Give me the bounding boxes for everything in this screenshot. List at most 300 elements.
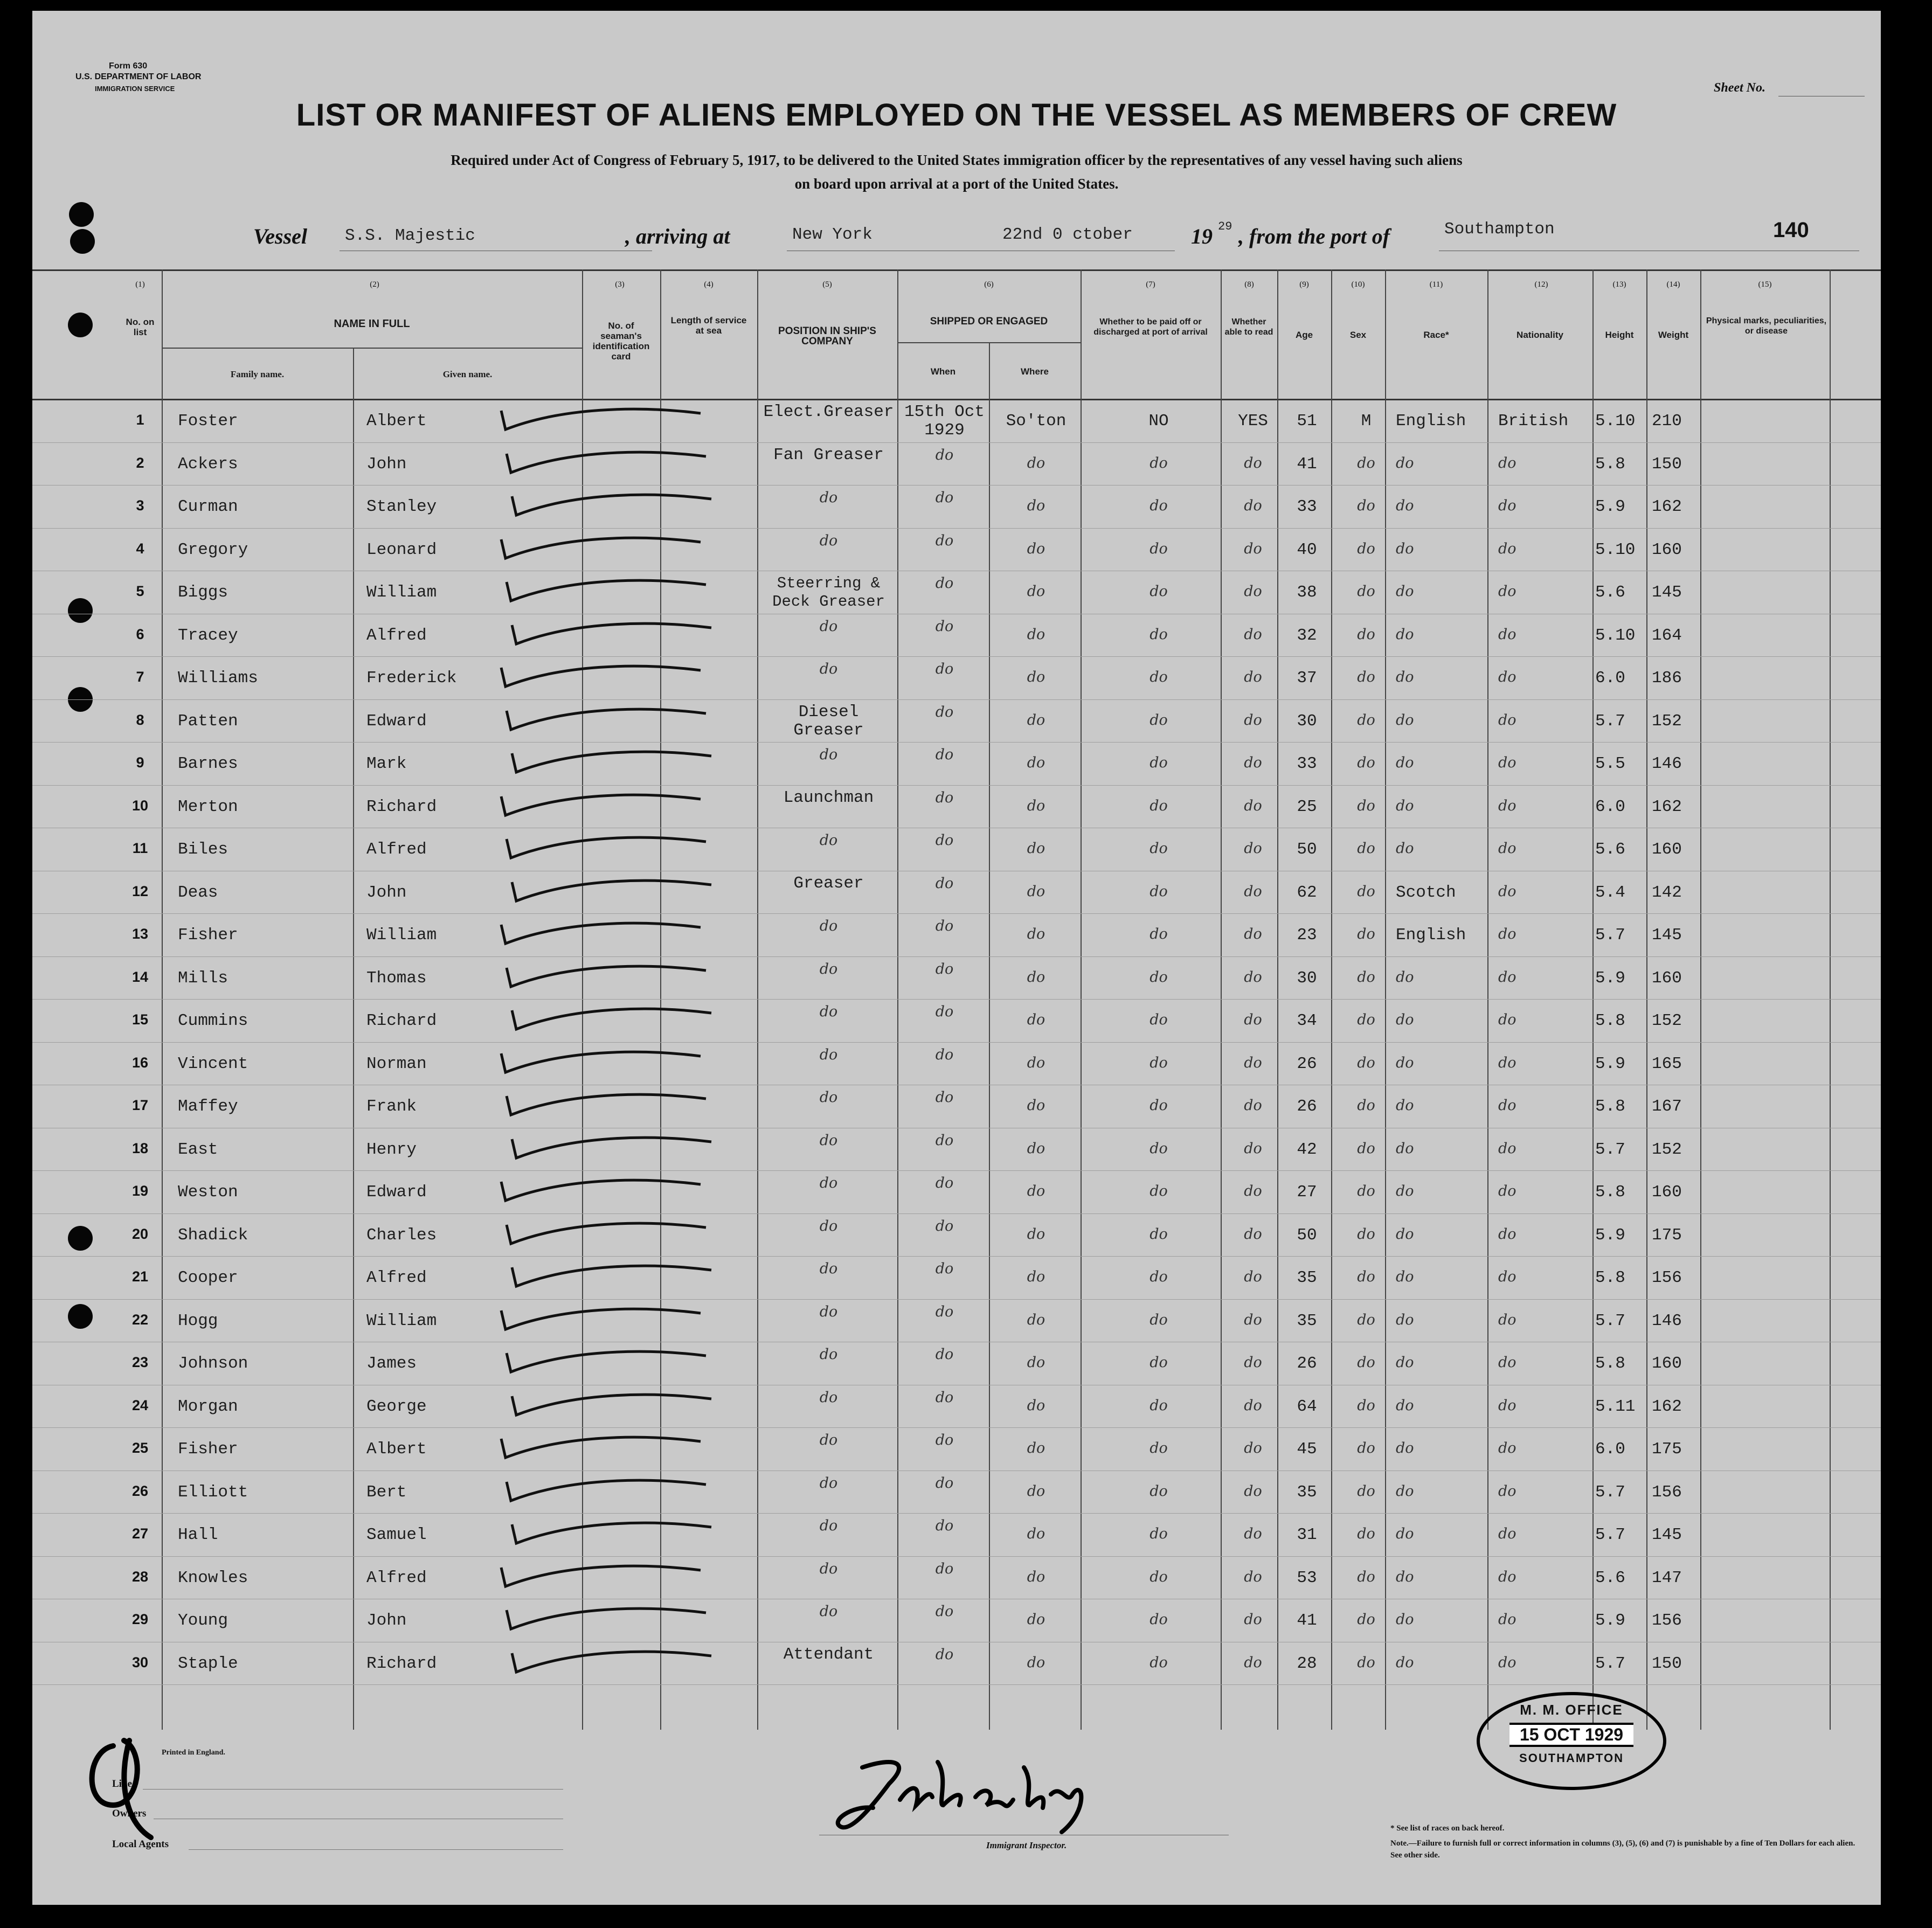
sex: do <box>1357 1354 1375 1371</box>
nationality: do <box>1498 1140 1516 1157</box>
family-name: Hogg <box>178 1311 218 1330</box>
row-number: 23 <box>131 1354 149 1370</box>
position: do <box>819 1389 838 1406</box>
race: do <box>1396 1140 1414 1157</box>
shipped-when: do <box>935 1175 954 1191</box>
given-name: Frank <box>366 1097 417 1116</box>
col-num-11: (11) <box>1429 280 1443 289</box>
row-rule <box>32 1299 1881 1300</box>
age: 27 <box>1297 1183 1317 1202</box>
race: English <box>1396 412 1466 431</box>
nationality: do <box>1498 1611 1516 1628</box>
given-name: Thomas <box>366 968 427 988</box>
nationality: do <box>1498 626 1516 643</box>
age: 35 <box>1297 1268 1317 1287</box>
col-num-7: (7) <box>1146 280 1155 289</box>
race: do <box>1396 1183 1414 1199</box>
inspector-label: Immigrant Inspector. <box>986 1840 1067 1850</box>
shipped-where: do <box>1027 711 1045 729</box>
shipped-when: do <box>935 1303 954 1320</box>
nationality: do <box>1498 840 1516 857</box>
page-number: 140 <box>1773 218 1809 242</box>
position: do <box>819 918 838 934</box>
weight: 142 <box>1652 883 1682 902</box>
weight: 152 <box>1652 1140 1682 1159</box>
shipped-where: do <box>1027 669 1045 685</box>
given-name: James <box>366 1354 417 1373</box>
sex: do <box>1357 1568 1375 1585</box>
race: do <box>1396 1268 1414 1285</box>
paid-off: do <box>1149 1397 1168 1414</box>
able-to-read: do <box>1244 1654 1262 1671</box>
height: 5.9 <box>1595 1225 1625 1245</box>
row-rule <box>32 1513 1881 1514</box>
col-num-15: (15) <box>1758 280 1772 289</box>
paid-off: do <box>1149 926 1168 942</box>
weight: 162 <box>1652 1397 1682 1416</box>
shipped-when: do <box>935 1132 954 1149</box>
family-name: Morgan <box>178 1397 238 1416</box>
sex: do <box>1357 669 1375 685</box>
nationality: do <box>1498 1097 1516 1114</box>
sex: do <box>1357 926 1375 942</box>
family-name: Ackers <box>178 454 238 474</box>
height: 5.9 <box>1595 497 1625 516</box>
row-number: 1 <box>136 412 144 428</box>
row-rule <box>32 956 1881 957</box>
shipped-when: do <box>935 1603 954 1620</box>
shipped-when: do <box>935 789 954 806</box>
age: 38 <box>1297 583 1317 602</box>
sex: do <box>1357 497 1375 514</box>
punch-hole <box>69 202 94 227</box>
header-where: Where <box>1021 366 1049 377</box>
race: do <box>1396 711 1414 729</box>
shipped-where: do <box>1027 1268 1045 1285</box>
able-to-read: do <box>1244 1525 1262 1542</box>
able-to-read: do <box>1244 1140 1262 1157</box>
position: do <box>819 1003 838 1020</box>
nationality: do <box>1498 883 1516 900</box>
age: 51 <box>1297 412 1317 431</box>
age: 41 <box>1297 1611 1317 1630</box>
family-name: Vincent <box>178 1054 248 1073</box>
shipped-when: do <box>935 575 954 592</box>
shipped-when: do <box>935 1217 954 1235</box>
height: 5.7 <box>1595 926 1625 945</box>
race: do <box>1396 1397 1414 1414</box>
race: do <box>1396 1054 1414 1071</box>
race: do <box>1396 1440 1414 1457</box>
able-to-read: do <box>1244 454 1262 471</box>
able-to-read: do <box>1244 797 1262 814</box>
weight: 162 <box>1652 497 1682 516</box>
height: 6.0 <box>1595 797 1625 816</box>
stamp-date: 15 OCT 1929 <box>1509 1723 1633 1747</box>
form-number: Form 630 <box>109 61 148 71</box>
stamp-office: M. M. OFFICE <box>1520 1702 1623 1718</box>
row-rule <box>32 742 1881 743</box>
weight: 145 <box>1652 583 1682 602</box>
paid-off: do <box>1149 1568 1168 1585</box>
nationality: do <box>1498 1011 1516 1028</box>
family-name: Hall <box>178 1525 218 1544</box>
row-number: 7 <box>136 669 144 685</box>
paid-off: do <box>1149 497 1168 514</box>
col-num-13: (13) <box>1612 280 1626 289</box>
sex: do <box>1357 583 1375 600</box>
given-name: Richard <box>366 797 437 816</box>
weight: 152 <box>1652 1011 1682 1030</box>
age: 40 <box>1297 540 1317 559</box>
shipped-where: do <box>1027 1097 1045 1114</box>
row-number: 9 <box>136 754 144 771</box>
shipped-when: do <box>935 960 954 977</box>
row-number: 24 <box>131 1397 149 1413</box>
given-name: George <box>366 1397 427 1416</box>
row-number: 30 <box>131 1654 149 1670</box>
nationality: do <box>1498 1397 1516 1414</box>
penalty-note: Note.—Failure to furnish full or correct information in columns (3), (5), (6) and (7) is punishable by a fine of Ten Dollars for each alien. See other side. <box>1390 1839 1855 1860</box>
family-name: Fisher <box>178 1440 238 1459</box>
paid-off: do <box>1149 1311 1168 1328</box>
header-race: Race* <box>1423 330 1449 340</box>
age: 50 <box>1297 840 1317 859</box>
year-label: 19 <box>1191 224 1213 248</box>
able-to-read: do <box>1244 1354 1262 1371</box>
height: 5.6 <box>1595 583 1625 602</box>
position: do <box>819 1132 838 1149</box>
height: 5.8 <box>1595 1268 1625 1287</box>
shipped-when: do <box>935 875 954 892</box>
nationality: do <box>1498 1482 1516 1500</box>
sex: do <box>1357 1268 1375 1285</box>
header-family-name: Family name. <box>230 369 285 379</box>
nationality: do <box>1498 926 1516 942</box>
weight: 160 <box>1652 540 1682 559</box>
header-when: When <box>930 366 956 377</box>
shipped-when: do <box>935 1560 954 1577</box>
able-to-read: YES <box>1238 412 1268 431</box>
family-name: Biggs <box>178 583 228 602</box>
given-name: Bert <box>366 1482 407 1502</box>
row-number: 2 <box>136 454 144 471</box>
family-name: Biles <box>178 840 228 859</box>
given-name: William <box>366 926 437 945</box>
nationality: do <box>1498 1440 1516 1457</box>
given-name: Henry <box>366 1140 417 1159</box>
position: do <box>819 1046 838 1063</box>
stamp-place: SOUTHAMPTON <box>1519 1751 1624 1765</box>
shipped-when: do <box>935 1346 954 1363</box>
row-number: 25 <box>131 1440 149 1456</box>
able-to-read: do <box>1244 1268 1262 1285</box>
position: Fan Greaser <box>773 445 884 464</box>
paid-off: do <box>1149 1354 1168 1371</box>
row-number: 15 <box>131 1011 149 1028</box>
able-to-read: do <box>1244 583 1262 600</box>
header-length-service: Length of service at sea <box>670 315 747 336</box>
shipped-when: 15th Oct 1929 <box>904 403 985 440</box>
family-name: Foster <box>178 412 238 431</box>
race: Scotch <box>1396 883 1456 902</box>
header-physical: Physical marks, peculiarities, or disease <box>1706 316 1827 336</box>
row-rule <box>32 1556 1881 1557</box>
paid-off: do <box>1149 840 1168 857</box>
shipped-when: do <box>935 703 954 720</box>
given-name: Richard <box>366 1654 437 1673</box>
paid-off: do <box>1149 754 1168 771</box>
subtitle: Required under Act of Congress of February 5, 1917, to be delivered to the United States immigration officer by the representatives of any vessel having such aliens <box>451 152 1463 168</box>
header-height: Height <box>1605 330 1634 340</box>
sex: do <box>1357 1011 1375 1028</box>
shipped-where: do <box>1027 1568 1045 1585</box>
family-name: Cooper <box>178 1268 238 1287</box>
row-number: 16 <box>131 1054 149 1071</box>
height: 5.7 <box>1595 711 1625 731</box>
family-name: Fisher <box>178 926 238 945</box>
family-name: Weston <box>178 1183 238 1202</box>
sex: do <box>1357 1311 1375 1328</box>
position: do <box>819 1346 838 1363</box>
height: 5.9 <box>1595 968 1625 988</box>
sex: do <box>1357 1440 1375 1457</box>
nationality: do <box>1498 1654 1516 1671</box>
shipped-where: do <box>1027 926 1045 942</box>
race: do <box>1396 1354 1414 1371</box>
nationality: do <box>1498 968 1516 986</box>
family-name: Elliott <box>178 1482 248 1502</box>
position: Steerring & Deck Greaser <box>772 574 885 611</box>
shipped-where: do <box>1027 883 1045 900</box>
race: do <box>1396 797 1414 814</box>
shipped-where: do <box>1027 1054 1045 1071</box>
able-to-read: do <box>1244 1568 1262 1585</box>
weight: 156 <box>1652 1482 1682 1502</box>
nationality: do <box>1498 1054 1516 1071</box>
weight: 145 <box>1652 926 1682 945</box>
shipped-where: do <box>1027 1354 1045 1371</box>
able-to-read: do <box>1244 1011 1262 1028</box>
nationality: do <box>1498 797 1516 814</box>
sex: do <box>1357 1140 1375 1157</box>
given-name: Charles <box>366 1225 437 1245</box>
able-to-read: do <box>1244 626 1262 643</box>
paid-off: do <box>1149 797 1168 814</box>
shipped-where: do <box>1027 1654 1045 1671</box>
sex: do <box>1357 968 1375 986</box>
punch-hole <box>68 1304 93 1329</box>
family-name: Merton <box>178 797 238 816</box>
shipped-when: do <box>935 1003 954 1020</box>
position: do <box>819 1432 838 1448</box>
manifest-sheet <box>32 11 1881 1905</box>
sex: do <box>1357 711 1375 729</box>
race-note: * See list of races on back hereof. <box>1390 1824 1505 1833</box>
shipped-where: So'ton <box>1006 412 1067 431</box>
sex: do <box>1357 1054 1375 1071</box>
family-name: Mills <box>178 968 228 988</box>
nationality: do <box>1498 540 1516 557</box>
sex: do <box>1357 797 1375 814</box>
paid-off: NO <box>1148 412 1169 431</box>
arriving-label: , arriving at <box>625 224 730 248</box>
pencil-annotation <box>81 1730 172 1843</box>
weight: 150 <box>1652 454 1682 474</box>
row-rule <box>32 1170 1881 1171</box>
shipped-when: do <box>935 832 954 849</box>
paid-off: do <box>1149 711 1168 729</box>
local-agents-label: Local Agents <box>112 1839 169 1850</box>
height: 5.7 <box>1595 1525 1625 1544</box>
sheet-number-label: Sheet No. <box>1714 81 1765 95</box>
able-to-read: do <box>1244 711 1262 729</box>
able-to-read: do <box>1244 1611 1262 1628</box>
height: 5.6 <box>1595 840 1625 859</box>
height: 5.10 <box>1595 412 1636 431</box>
given-name: Alfred <box>366 1568 427 1587</box>
able-to-read: do <box>1244 968 1262 986</box>
row-rule <box>32 442 1881 443</box>
col-num-14: (14) <box>1666 280 1680 289</box>
able-to-read: do <box>1244 754 1262 771</box>
family-name: Maffey <box>178 1097 238 1116</box>
paid-off: do <box>1149 1054 1168 1071</box>
family-name: Curman <box>178 497 238 516</box>
paid-off: do <box>1149 1268 1168 1285</box>
paid-off: do <box>1149 1225 1168 1243</box>
race: do <box>1396 968 1414 986</box>
vessel-label: Vessel <box>253 224 307 248</box>
age: 26 <box>1297 1354 1317 1373</box>
able-to-read: do <box>1244 1183 1262 1199</box>
race: do <box>1396 583 1414 600</box>
position: do <box>819 532 838 549</box>
paid-off: do <box>1149 1440 1168 1457</box>
col-num-2: (2) <box>370 280 379 289</box>
row-number: 28 <box>131 1568 149 1585</box>
age: 53 <box>1297 1568 1317 1587</box>
race: do <box>1396 1568 1414 1585</box>
arrival-port: New York <box>792 225 872 244</box>
shipped-when: do <box>935 489 954 506</box>
shipped-when: do <box>935 1046 954 1063</box>
given-name: John <box>366 1611 407 1630</box>
header-able-read: Whether able to read <box>1224 317 1273 337</box>
able-to-read: do <box>1244 669 1262 685</box>
height: 5.8 <box>1595 1183 1625 1202</box>
able-to-read: do <box>1244 1311 1262 1328</box>
header-paid-off: Whether to be paid off or discharged at port of arrival <box>1093 317 1208 337</box>
vessel-name: S.S. Majestic <box>345 226 475 245</box>
height: 6.0 <box>1595 669 1625 688</box>
row-number: 26 <box>131 1482 149 1499</box>
nationality: do <box>1498 1525 1516 1542</box>
nationality: do <box>1498 1311 1516 1328</box>
race: do <box>1396 1525 1414 1542</box>
paid-off: do <box>1149 968 1168 986</box>
able-to-read: do <box>1244 926 1262 942</box>
position: do <box>819 1474 838 1492</box>
row-number: 8 <box>136 711 144 728</box>
row-number: 3 <box>136 497 144 514</box>
position: do <box>819 1217 838 1235</box>
age: 42 <box>1297 1140 1317 1159</box>
given-name: Richard <box>366 1011 437 1030</box>
age: 37 <box>1297 669 1317 688</box>
race: do <box>1396 1225 1414 1243</box>
line-label: Line <box>112 1778 132 1790</box>
position: do <box>819 1260 838 1277</box>
height: 5.8 <box>1595 1097 1625 1116</box>
header-nationality: Nationality <box>1516 330 1563 340</box>
position: Diesel Greaser <box>793 702 864 740</box>
weight: 186 <box>1652 669 1682 688</box>
nationality: do <box>1498 754 1516 771</box>
row-rule <box>32 656 1881 657</box>
sex: do <box>1357 1611 1375 1628</box>
sex: do <box>1357 1654 1375 1671</box>
sex: do <box>1357 1225 1375 1243</box>
shipped-when: do <box>935 1089 954 1106</box>
position: do <box>819 661 838 677</box>
height: 5.7 <box>1595 1140 1625 1159</box>
weight: 160 <box>1652 840 1682 859</box>
shipped-when: do <box>935 1260 954 1277</box>
header-no-on-list: No. on list <box>126 317 155 337</box>
age: 64 <box>1297 1397 1317 1416</box>
family-name: Knowles <box>178 1568 248 1587</box>
row-rule <box>32 528 1881 529</box>
shipped-when: do <box>935 661 954 677</box>
weight: 175 <box>1652 1440 1682 1459</box>
given-name: Stanley <box>366 497 437 516</box>
nationality: do <box>1498 1268 1516 1285</box>
shipped-when: do <box>935 918 954 934</box>
nationality: do <box>1498 497 1516 514</box>
row-number: 11 <box>132 840 148 856</box>
race: do <box>1396 1311 1414 1328</box>
race: do <box>1396 454 1414 471</box>
position: Elect.Greaser <box>763 403 894 421</box>
given-name: Frederick <box>366 669 457 688</box>
age: 30 <box>1297 968 1317 988</box>
able-to-read: do <box>1244 1054 1262 1071</box>
page-title: LIST OR MANIFEST OF ALIENS EMPLOYED ON THE VESSEL AS MEMBERS OF CREW <box>296 98 1617 133</box>
inspector-signature <box>830 1746 1132 1837</box>
shipped-when: do <box>935 446 954 463</box>
shipped-where: do <box>1027 968 1045 986</box>
position: Greaser <box>793 873 864 893</box>
from-label: , from the port of <box>1238 224 1390 248</box>
position: do <box>819 960 838 977</box>
position: Launchman <box>783 788 874 807</box>
nationality: do <box>1498 711 1516 729</box>
shipped-when: do <box>935 746 954 763</box>
given-name: Alfred <box>366 840 427 859</box>
height: 5.7 <box>1595 1482 1625 1502</box>
height: 5.8 <box>1595 1011 1625 1030</box>
given-name: Alfred <box>366 1268 427 1287</box>
weight: 160 <box>1652 968 1682 988</box>
header-weight: Weight <box>1658 330 1689 340</box>
sex: do <box>1357 1482 1375 1500</box>
shipped-where: do <box>1027 797 1045 814</box>
given-name: John <box>366 454 407 474</box>
race: do <box>1396 1611 1414 1628</box>
race: do <box>1396 497 1414 514</box>
sex: do <box>1357 1397 1375 1414</box>
